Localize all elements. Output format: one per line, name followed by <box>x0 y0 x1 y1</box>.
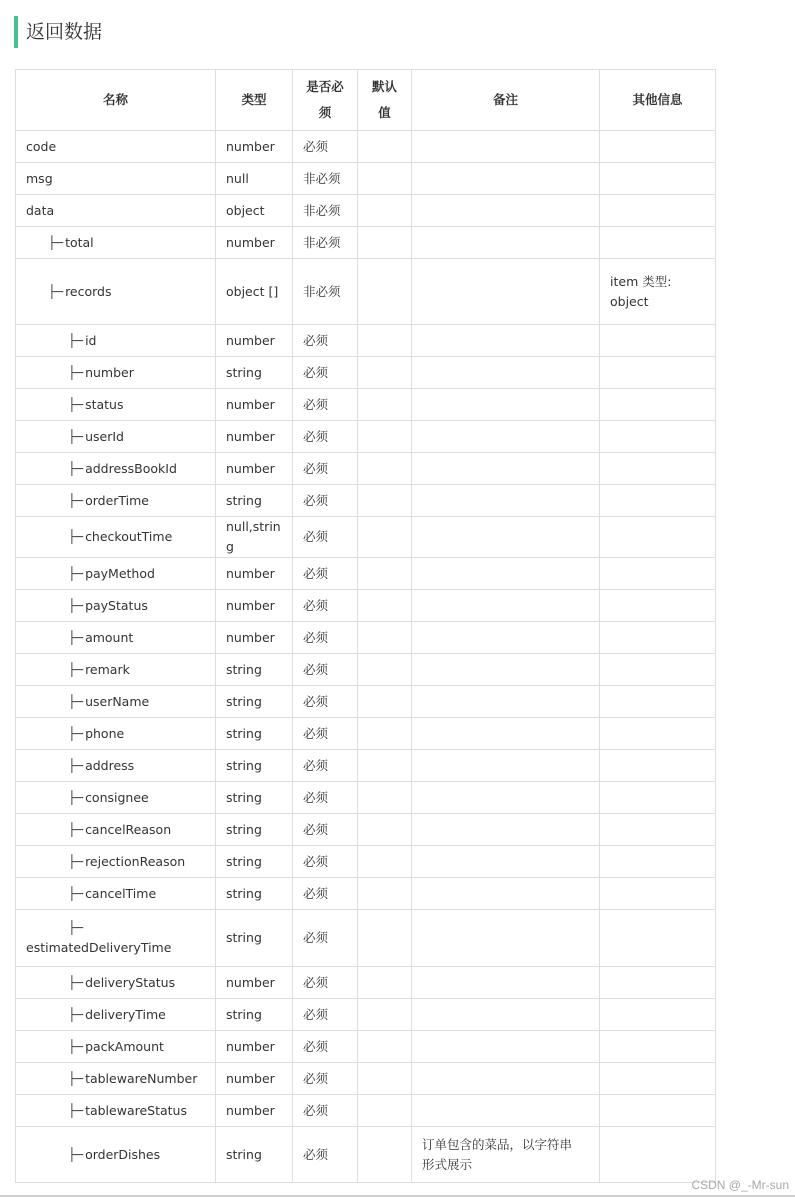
cell-name: ├─ rejectionReason <box>16 846 216 878</box>
cell-other <box>600 654 716 686</box>
cell-type: number <box>216 967 293 999</box>
table-row <box>16 814 716 846</box>
table-header-row <box>16 70 716 131</box>
cell-name: ├─ number <box>16 357 216 389</box>
cell-other <box>600 421 716 453</box>
cell-name: ├─ orderDishes <box>16 1127 216 1183</box>
cell-type: string <box>216 1127 293 1183</box>
cell-default <box>358 163 412 195</box>
cell-required: 必须 <box>293 131 358 163</box>
tree-branch-icon: ├─ <box>68 492 84 508</box>
table-row <box>16 846 716 878</box>
cell-default <box>358 389 412 421</box>
cell-remark <box>412 590 600 622</box>
cell-required: 必须 <box>293 1127 358 1183</box>
cell-type: string <box>216 357 293 389</box>
table-row <box>16 878 716 910</box>
tree-branch-icon: ├─ <box>48 234 64 250</box>
cell-remark <box>412 622 600 654</box>
section-title: 返回数据 <box>14 16 102 48</box>
table-row <box>16 654 716 686</box>
cell-required: 必须 <box>293 1063 358 1095</box>
table-row <box>16 558 716 590</box>
cell-type: null,string <box>216 517 293 558</box>
cell-remark <box>412 195 600 227</box>
cell-name: code <box>16 131 216 163</box>
tree-branch-icon: ├─ <box>68 821 84 837</box>
cell-default <box>358 718 412 750</box>
cell-other <box>600 1095 716 1127</box>
cell-name: ├─ phone <box>16 718 216 750</box>
tree-branch-icon: ├─ <box>68 428 84 444</box>
table-row <box>16 357 716 389</box>
table-row <box>16 325 716 357</box>
table-row <box>16 163 716 195</box>
cell-required: 必须 <box>293 357 358 389</box>
table-row <box>16 259 716 325</box>
cell-name: ├─ remark <box>16 654 216 686</box>
cell-other <box>600 750 716 782</box>
cell-remark <box>412 814 600 846</box>
watermark: CSDN @_-Mr-sun <box>691 1178 789 1192</box>
cell-name: ├─ consignee <box>16 782 216 814</box>
cell-default <box>358 878 412 910</box>
cell-type: number <box>216 325 293 357</box>
cell-name: ├─ payMethod <box>16 558 216 590</box>
table-row <box>16 622 716 654</box>
cell-type: string <box>216 878 293 910</box>
cell-required: 必须 <box>293 1095 358 1127</box>
cell-type: string <box>216 999 293 1031</box>
cell-type: string <box>216 654 293 686</box>
table-row <box>16 967 716 999</box>
cell-type: object <box>216 195 293 227</box>
cell-name: ├─ addressBookId <box>16 453 216 485</box>
cell-type: string <box>216 750 293 782</box>
cell-other <box>600 453 716 485</box>
cell-required: 必须 <box>293 453 358 485</box>
cell-other <box>600 846 716 878</box>
cell-type: string <box>216 814 293 846</box>
cell-remark <box>412 654 600 686</box>
table-row <box>16 421 716 453</box>
cell-required: 必须 <box>293 654 358 686</box>
cell-other <box>600 1127 716 1183</box>
cell-name: ├─ status <box>16 389 216 421</box>
cell-default <box>358 654 412 686</box>
cell-name: ├─ deliveryStatus <box>16 967 216 999</box>
cell-name: ├─ payStatus <box>16 590 216 622</box>
header-name: 名称 <box>16 70 216 131</box>
header-default: 默认 值 <box>358 70 412 131</box>
cell-remark <box>412 558 600 590</box>
cell-name: data <box>16 195 216 227</box>
table-row <box>16 227 716 259</box>
cell-default <box>358 357 412 389</box>
cell-other <box>600 1063 716 1095</box>
cell-other <box>600 517 716 558</box>
header-type: 类型 <box>216 70 293 131</box>
cell-other <box>600 878 716 910</box>
cell-name: ├─ id <box>16 325 216 357</box>
cell-type: string <box>216 686 293 718</box>
cell-type: number <box>216 227 293 259</box>
cell-required: 必须 <box>293 389 358 421</box>
table-row <box>16 517 716 558</box>
cell-other <box>600 814 716 846</box>
cell-name: ├─ records <box>16 259 216 325</box>
cell-default <box>358 814 412 846</box>
table-row <box>16 1063 716 1095</box>
cell-name: ├─ amount <box>16 622 216 654</box>
cell-required: 必须 <box>293 782 358 814</box>
cell-type: number <box>216 558 293 590</box>
cell-name: msg <box>16 163 216 195</box>
cell-required: 必须 <box>293 750 358 782</box>
tree-branch-icon: ├─ <box>68 885 84 901</box>
table-row <box>16 485 716 517</box>
cell-remark <box>412 227 600 259</box>
cell-other: item 类型: object <box>600 259 716 325</box>
cell-default <box>358 846 412 878</box>
tree-branch-icon: ├─ <box>68 1146 84 1162</box>
cell-type: number <box>216 421 293 453</box>
tree-branch-icon: ├─ <box>68 460 84 476</box>
cell-remark <box>412 421 600 453</box>
cell-default <box>358 590 412 622</box>
cell-default <box>358 999 412 1031</box>
cell-other <box>600 1031 716 1063</box>
cell-default <box>358 259 412 325</box>
cell-name: ├─ address <box>16 750 216 782</box>
cell-default <box>358 750 412 782</box>
cell-other <box>600 718 716 750</box>
cell-required: 必须 <box>293 325 358 357</box>
cell-default <box>358 1127 412 1183</box>
cell-default <box>358 453 412 485</box>
tree-branch-icon: ├─ <box>68 565 84 581</box>
cell-required: 必须 <box>293 686 358 718</box>
cell-other <box>600 910 716 967</box>
cell-remark <box>412 1063 600 1095</box>
cell-default <box>358 782 412 814</box>
cell-other <box>600 999 716 1031</box>
table-row <box>16 718 716 750</box>
cell-remark <box>412 846 600 878</box>
cell-type: number <box>216 1031 293 1063</box>
cell-type: string <box>216 718 293 750</box>
tree-branch-icon: ├─ <box>68 1102 84 1118</box>
cell-type: string <box>216 846 293 878</box>
tree-branch-icon: ├─ <box>68 1006 84 1022</box>
cell-type: string <box>216 485 293 517</box>
cell-default <box>358 325 412 357</box>
tree-branch-icon: ├─ <box>68 629 84 645</box>
cell-remark <box>412 131 600 163</box>
cell-type: string <box>216 910 293 967</box>
table-row <box>16 590 716 622</box>
cell-type: number <box>216 1095 293 1127</box>
cell-default <box>358 227 412 259</box>
cell-name: ├─ userId <box>16 421 216 453</box>
cell-default <box>358 622 412 654</box>
cell-type: number <box>216 389 293 421</box>
cell-type: string <box>216 782 293 814</box>
table-row <box>16 131 716 163</box>
cell-type: object [] <box>216 259 293 325</box>
cell-other <box>600 967 716 999</box>
cell-name: ├─ checkoutTime <box>16 517 216 558</box>
tree-branch-icon: ├─ <box>68 364 84 380</box>
cell-remark <box>412 967 600 999</box>
cell-default <box>358 1095 412 1127</box>
tree-branch-icon: ├─ <box>68 789 84 805</box>
cell-remark <box>412 325 600 357</box>
cell-remark <box>412 517 600 558</box>
cell-name: ├─ tablewareStatus <box>16 1095 216 1127</box>
cell-default <box>358 131 412 163</box>
cell-required: 必须 <box>293 814 358 846</box>
tree-branch-icon: ├─ <box>68 725 84 741</box>
cell-default <box>358 1063 412 1095</box>
cell-other <box>600 590 716 622</box>
cell-required: 必须 <box>293 558 358 590</box>
tree-branch-icon: ├─ <box>68 1070 84 1086</box>
tree-branch-icon: ├─ <box>48 283 64 299</box>
cell-default <box>358 517 412 558</box>
cell-remark <box>412 782 600 814</box>
cell-required: 非必须 <box>293 227 358 259</box>
cell-remark <box>412 718 600 750</box>
cell-name: ├─ cancelTime <box>16 878 216 910</box>
cell-default <box>358 1031 412 1063</box>
table-row <box>16 686 716 718</box>
cell-required: 必须 <box>293 718 358 750</box>
cell-default <box>358 195 412 227</box>
cell-required: 必须 <box>293 1031 358 1063</box>
cell-other <box>600 485 716 517</box>
cell-required: 非必须 <box>293 163 358 195</box>
cell-other <box>600 686 716 718</box>
cell-remark <box>412 389 600 421</box>
cell-other <box>600 163 716 195</box>
header-other: 其他信息 <box>600 70 716 131</box>
cell-type: number <box>216 622 293 654</box>
cell-name: ├─ orderTime <box>16 485 216 517</box>
tree-branch-icon: ├─ <box>68 757 84 773</box>
cell-other <box>600 325 716 357</box>
cell-default <box>358 910 412 967</box>
header-remark: 备注 <box>412 70 600 131</box>
cell-remark <box>412 485 600 517</box>
cell-name: ├─ cancelReason <box>16 814 216 846</box>
table-row <box>16 1127 716 1183</box>
cell-required: 必须 <box>293 846 358 878</box>
tree-branch-icon: ├─ <box>68 597 84 613</box>
cell-other <box>600 389 716 421</box>
tree-branch-icon: ├─ <box>68 396 84 412</box>
cell-other <box>600 195 716 227</box>
cell-other <box>600 622 716 654</box>
cell-required: 必须 <box>293 485 358 517</box>
tree-branch-icon: ├─ <box>68 853 84 869</box>
cell-required: 必须 <box>293 622 358 654</box>
cell-required: 非必须 <box>293 195 358 227</box>
cell-default <box>358 558 412 590</box>
cell-name: ├─ userName <box>16 686 216 718</box>
cell-default <box>358 967 412 999</box>
table-row <box>16 1095 716 1127</box>
cell-other <box>600 357 716 389</box>
cell-required: 必须 <box>293 878 358 910</box>
cell-required: 必须 <box>293 910 358 967</box>
tree-branch-icon: ├─ <box>68 1038 84 1054</box>
table-row <box>16 453 716 485</box>
cell-default <box>358 421 412 453</box>
cell-type: number <box>216 131 293 163</box>
cell-required: 必须 <box>293 517 358 558</box>
tree-branch-icon: ├─ <box>68 529 84 544</box>
cell-remark <box>412 163 600 195</box>
cell-remark <box>412 453 600 485</box>
cell-remark: 订单包含的菜品，以字符串 形式展示 <box>412 1127 600 1183</box>
cell-required: 必须 <box>293 999 358 1031</box>
table-row <box>16 782 716 814</box>
cell-default <box>358 485 412 517</box>
tree-branch-icon: ├─ <box>68 661 84 677</box>
tree-branch-icon: ├─ <box>68 332 84 348</box>
cell-type: number <box>216 1063 293 1095</box>
cell-other <box>600 782 716 814</box>
cell-name: ├─ total <box>16 227 216 259</box>
cell-required: 必须 <box>293 967 358 999</box>
response-data-table <box>15 69 716 1183</box>
tree-branch-icon: ├─ <box>68 974 84 990</box>
cell-other <box>600 227 716 259</box>
cell-remark <box>412 878 600 910</box>
cell-remark <box>412 1031 600 1063</box>
cell-name: ├─ estimatedDeliveryTime <box>16 910 216 967</box>
table-row <box>16 750 716 782</box>
table-row <box>16 910 716 967</box>
cell-required: 非必须 <box>293 259 358 325</box>
cell-required: 必须 <box>293 590 358 622</box>
cell-required: 必须 <box>293 421 358 453</box>
table-row <box>16 1031 716 1063</box>
cell-remark <box>412 357 600 389</box>
table-row <box>16 389 716 421</box>
cell-remark <box>412 686 600 718</box>
cell-remark <box>412 259 600 325</box>
cell-type: null <box>216 163 293 195</box>
cell-name: ├─ packAmount <box>16 1031 216 1063</box>
cell-other <box>600 558 716 590</box>
header-required: 是否必 须 <box>293 70 358 131</box>
cell-remark <box>412 750 600 782</box>
cell-name: ├─ tablewareNumber <box>16 1063 216 1095</box>
table-row <box>16 195 716 227</box>
tree-branch-icon: ├─ <box>68 693 84 709</box>
cell-other <box>600 131 716 163</box>
cell-remark <box>412 910 600 967</box>
cell-type: number <box>216 590 293 622</box>
cell-remark <box>412 1095 600 1127</box>
cell-remark <box>412 999 600 1031</box>
table-row <box>16 999 716 1031</box>
cell-type: number <box>216 453 293 485</box>
cell-name: ├─ deliveryTime <box>16 999 216 1031</box>
tree-branch-icon: ├─ <box>68 920 84 935</box>
cell-default <box>358 686 412 718</box>
